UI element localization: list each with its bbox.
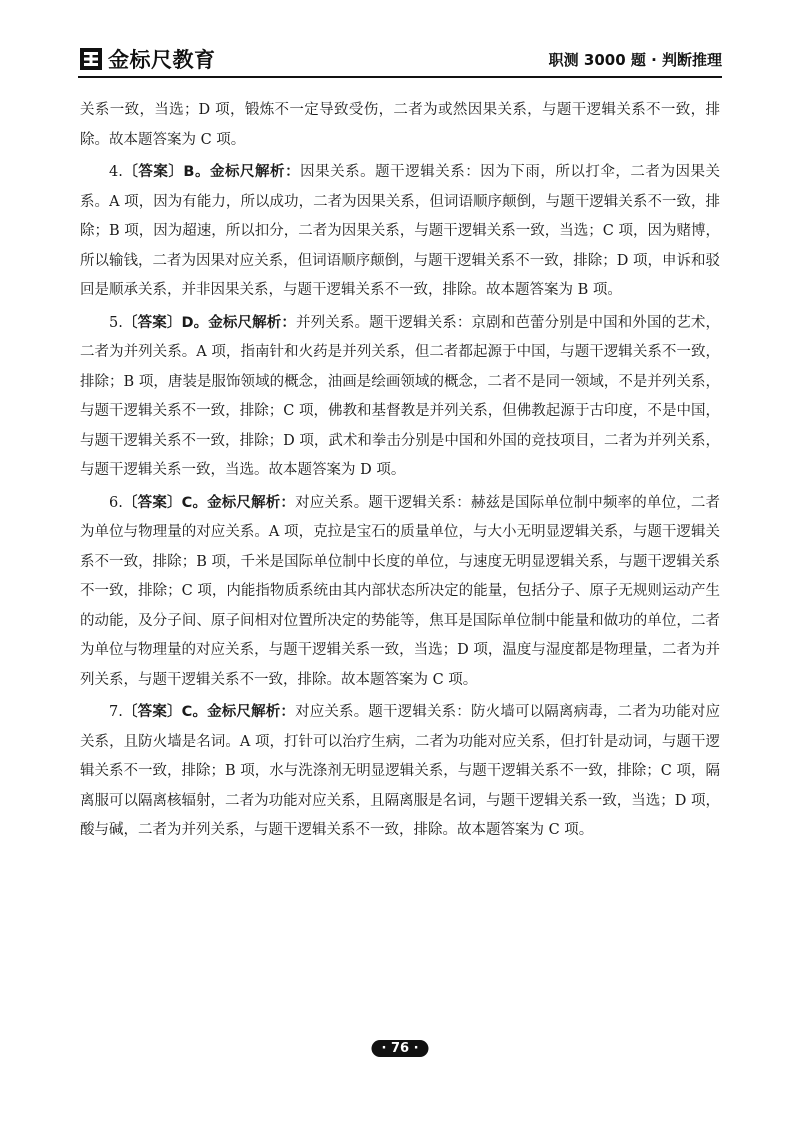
paragraph-text: 关系一致，当选；D 项，锻炼不一定导致受伤，二者为或然因果关系，与题干逻辑关系不一致，排除。故本题答案为 C 项。: [80, 102, 720, 148]
book-title: 职测 3000 题 · 判断推理: [548, 50, 722, 69]
answer-5: [80, 309, 720, 486]
answer-4: [80, 158, 720, 306]
paragraph-text: 对应关系。题干逻辑关系：赫兹是国际单位制中频率的单位，二者为单位与物理量的对应关系。A 项，克拉是宝石的质量单位，与大小无明显逻辑关系，与题干逻辑关系不一致，排除；B 项，千米是国际单位制中长度的单位，与速度无明显逻辑关系，与题干逻辑关系不一致，排除；C 项，内能指物质系统由其内部状态所决定的能量，包括分子、原子无规则运动产生的动能，及分子间、原子间相对位置所决定的势能等，焦耳是国际单位制中能量和做功的单位，二者为单位与物理量的对应关系，与题干逻辑关系一致，当选；D 项，温度与湿度都是物理量，二者为并列关系，与题干逻辑关系不一致，排除。故本题答案为 C 项。: [80, 494, 721, 688]
answer-label: 〔答案〕D。金标尺解析：: [122, 314, 296, 331]
answer-6: [80, 489, 720, 696]
answer-label: 〔答案〕B。金标尺解析：: [122, 164, 301, 180]
page-content: [80, 96, 720, 849]
answer-label: 〔答案〕C。金标尺解析：: [122, 494, 296, 511]
question-number: 6.: [109, 494, 123, 511]
brand: [78, 44, 216, 74]
question-number: 4.: [109, 164, 123, 180]
page-number: · 76 ·: [371, 1040, 428, 1057]
answer-7: [80, 698, 720, 846]
page-header: [78, 42, 722, 78]
paragraph-text: 因果关系。题干逻辑关系：因为下雨，所以打伞，二者为因果关系。A 项，因为有能力，所以成功，二者为因果关系，但词语顺序颠倒，与题干逻辑关系不一致，排除；B 项，因为超速，所以扣分，二者为因果关系，与题干逻辑关系一致，当选；C 项，因为赌博，所以输钱，二者为因果对应关系，但词语顺序颠倒，与题干逻辑关系不一致，排除；D 项，申诉和驳回是顺承关系，并非因果关系，与题干逻辑关系不一致，排除。故本题答案为 B 项。: [80, 164, 720, 298]
answer-label: 〔答案〕C。金标尺解析：: [122, 704, 296, 720]
question-number: 7.: [109, 704, 123, 720]
brand-logo-icon: [78, 46, 104, 72]
continued-paragraph: [80, 96, 720, 155]
paragraph-text: 并列关系。题干逻辑关系：京剧和芭蕾分别是中国和外国的艺术，二者为并列关系。A 项，指南针和火药是并列关系，但二者都起源于中国，与题干逻辑关系不一致，排除；B 项，唐装是服饰领域的概念，油画是绘画领域的概念，二者不是同一领域，不是并列关系，与题干逻辑关系不一致，排除；C 项，佛教和基督教是并列关系，但佛教起源于古印度，不是中国，与题干逻辑关系不一致，排除；D 项，武术和拳击分别是中国和外国的竞技项目，二者为并列关系，与题干逻辑关系一致，当选。故本题答案为 D 项。: [80, 314, 720, 478]
question-number: 5.: [109, 314, 123, 331]
brand-name: 金标尺教育: [108, 48, 216, 72]
paragraph-text: 对应关系。题干逻辑关系：防火墙可以隔离病毒，二者为功能对应关系，且防火墙是名词。A 项，打针可以治疗生病，二者为功能对应关系，但打针是动词，与题干逻辑关系不一致，排除；B 项，水与洗涤剂无明显逻辑关系，与题干逻辑关系不一致，排除；C 项，隔离服可以隔离核辐射，二者为功能对应关系，且隔离服是名词，与题干逻辑关系一致，当选；D 项，酸与碱，二者为并列关系，与题干逻辑关系不一致，排除。故本题答案为 C 项。: [80, 704, 721, 838]
